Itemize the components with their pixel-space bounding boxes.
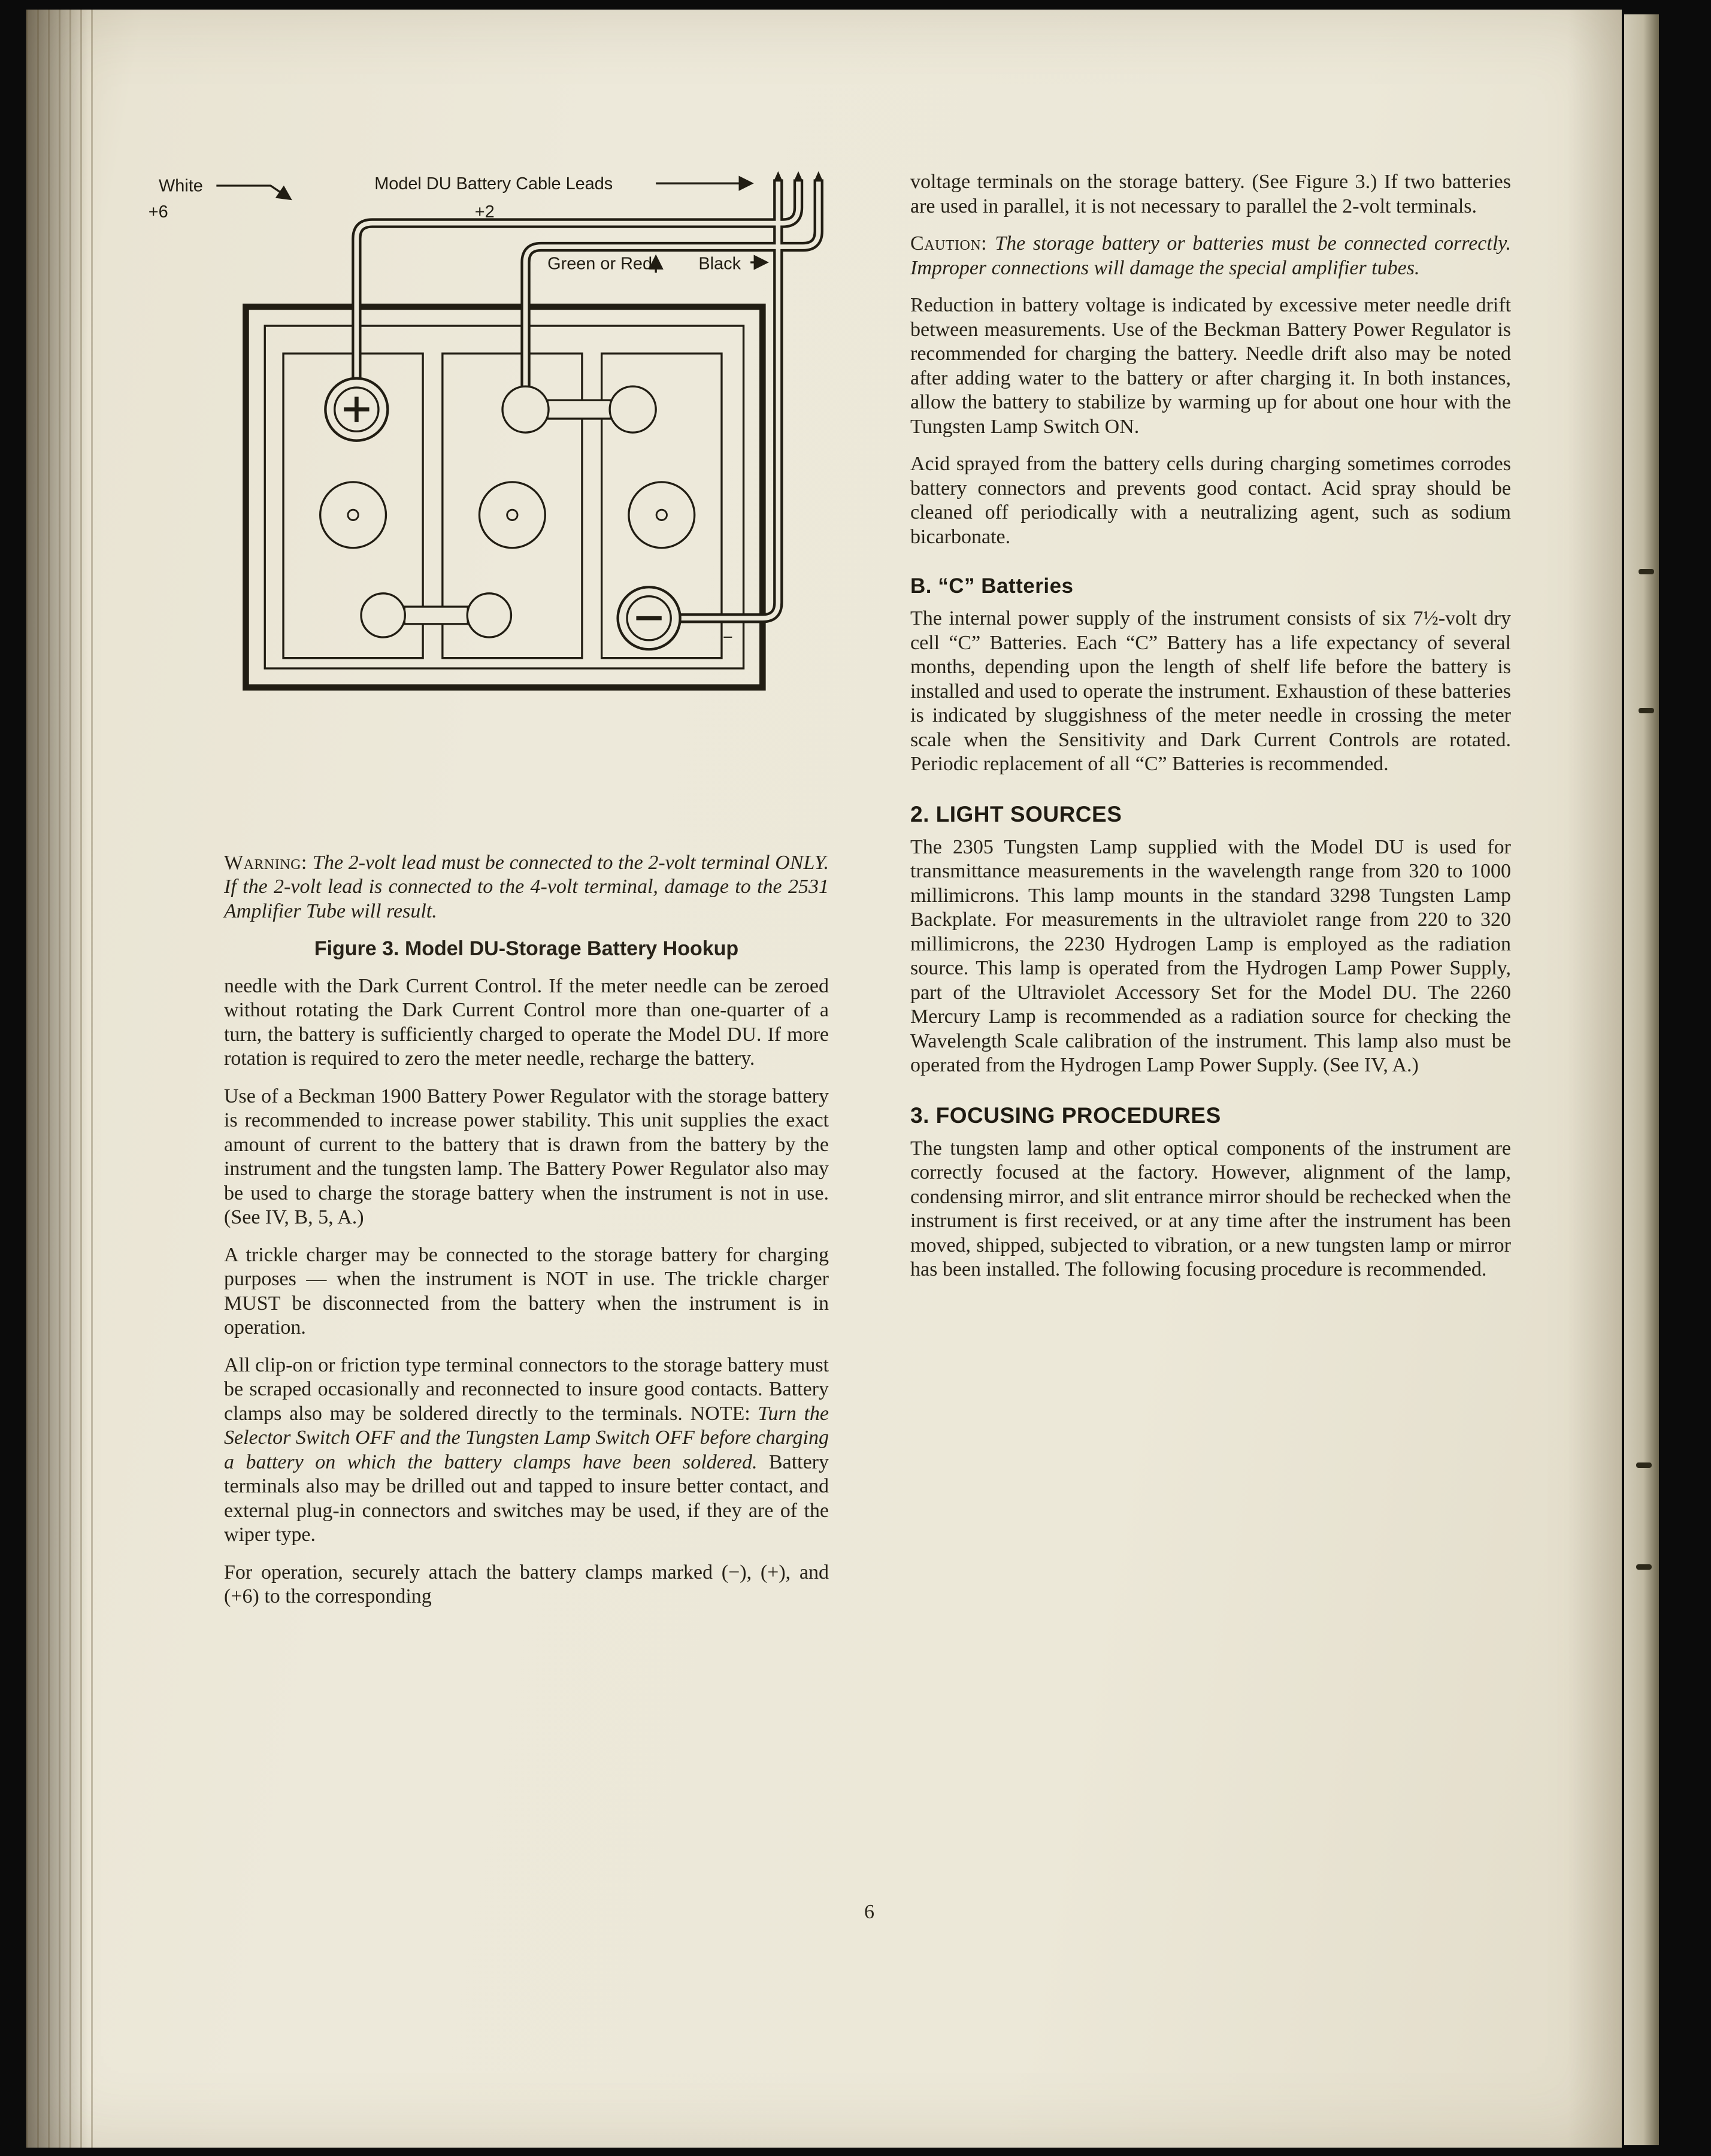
page-content [26, 10, 1622, 1622]
caution-label: Caution: [910, 232, 995, 255]
figure-label-minus-polarity: − [722, 628, 733, 647]
warning-paragraph [224, 851, 829, 924]
left-column [148, 170, 829, 1622]
figure-label-plus2: +2 [474, 202, 495, 222]
figure-label-black: Black [698, 254, 741, 274]
paragraph-acid-spray: Acid sprayed from the battery cells during charging sometimes corrodes battery connectors and prevents good contact. Acid spray should be cleaned off periodically with a neutralizing agent, such as sodium bicarbonate. [910, 453, 1511, 548]
battery-hookup-diagram [144, 170, 830, 724]
next-page-edge [1624, 14, 1659, 2145]
paragraph-voltage-reduction: Reduction in battery voltage is indicated by excessive meter needle drift between measurements. Use of the Beckman Battery Power Regulator is recommended for charging the battery. Needle drift also may be noted after adding water to the battery or after charging it. In both instances, allow the battery to stabilize by warming up for about one hour with the Tungsten Lamp Switch ON. [910, 294, 1511, 438]
note-label: NOTE: [690, 1402, 758, 1425]
note-text: Turn the Selector Switch OFF and the Tungsten Lamp Switch OFF before charging a battery on which the battery clamps have been soldered. [224, 1402, 829, 1473]
warning-label: Warning: [224, 851, 313, 874]
figure-label-cable-leads: Model DU Battery Cable Leads [374, 174, 613, 193]
figure-caption: Figure 3. Model DU-Storage Battery Hookup [314, 937, 739, 960]
figure-battery-hookup [144, 170, 830, 724]
paragraph-focusing-procedures: The tungsten lamp and other optical components of the instrument are correctly focused at the factory. However, alignment of the lamp, condensing mirror, and slit entrance mirror should be rechecked when the instrument is first received, or at any time after the instrument has been moved, shipped, subjected to vibration, or a new tungsten lamp or mirror has been installed. The following focusing procedure is recommended. [910, 1137, 1511, 1280]
paragraph-trickle-charger: A trickle charger may be connected to the storage battery for charging purposes — when the instrument is NOT in use. The trickle charger MUST be disconnected from the battery when the instrument is in operation. [224, 1243, 829, 1339]
bottom-link-bar [404, 607, 468, 624]
binding-stitch-mark [1639, 708, 1654, 713]
white-callout-arrow [216, 186, 290, 199]
scanned-manual-page [26, 10, 1622, 2148]
top-link-bar [547, 400, 611, 419]
binding-stitch-mark [1636, 1462, 1652, 1468]
right-column [910, 170, 1511, 1622]
battery-cables [356, 171, 823, 618]
paragraph-voltage-terminals: voltage terminals on the storage battery. (See Figure 3.) If two batteries are used in parallel, it is not necessary to parallel the 2-volt terminals. [910, 171, 1511, 217]
figure-label-white: White [159, 176, 203, 196]
paragraph-battery-regulator: Use of a Beckman 1900 Battery Power Regulator with the storage battery is recommended to increase power stability. This unit supplies the exact amount of current to the battery that is drawn from the battery by the instrument and the tungsten lamp. The Battery Power Regulator also may be used to charge the storage battery when the instrument is not in use. (See IV, B, 5, A.) [224, 1085, 829, 1228]
paragraph-terminal-connectors: All clip-on or friction type terminal connectors to the storage battery must be scraped occasionally and reconnected to insure good contacts. Battery clamps also may be soldered directly to the terminals. NOTE: Turn the Selector Switch OFF and the Tungsten Lamp Switch OFF before charging a battery on which the battery clamps have been soldered. Battery terminals also may be drilled out and tapped to insure better contact, and external plug-in connectors and switches may be used, if they are of the wiper type. [224, 1353, 829, 1546]
battery-terminals [320, 378, 695, 650]
paragraph-needle-zero: needle with the Dark Current Control. If the meter needle can be zeroed without rotating the Dark Current Control more than one-quarter of a turn, the battery is sufficiently charged to operate the Model DU. If more rotation is required to zero the meter needle, recharge the battery. [224, 974, 829, 1070]
warning-text: The 2-volt lead must be connected to the 2-volt terminal ONLY. If the 2-volt lead is connected to the 4-volt terminal, damage to the 2531 Amplifier Tube will result. [224, 851, 829, 922]
figure-label-plus6: +6 [148, 202, 168, 222]
caution-paragraph [910, 232, 1511, 280]
binding-stitch-mark [1636, 1564, 1652, 1570]
caution-text: The storage battery or batteries must be connected correctly. Improper connections will damage the special amplifier tubes. [910, 232, 1511, 279]
paragraph-c-batteries: The internal power supply of the instrument consists of six 7½-volt dry cell “C” Batteries. Each “C” Battery has a life expectancy of several months, depending upon the length of shelf life before the battery is installed and used to operate the instrument. Exhaustion of these batteries is indicated by sluggishness of the meter needle in crossing the meter scale when the Sensitivity and Dark Current Controls are rotated. Periodic replacement of all “C” Batteries is recommended. [910, 607, 1511, 775]
figure-label-green-red: Green or Red [547, 254, 653, 274]
section-heading-light-sources: 2. LIGHT SOURCES [910, 801, 1122, 826]
section-heading-c-batteries: B. “C” Batteries [910, 574, 1074, 598]
binding-stitch-mark [1639, 569, 1654, 574]
page-number: 6 [864, 1901, 874, 1923]
paragraph-attach-clamps: For operation, securely attach the battery clamps marked (−), (+), and (+6) to the corresponding [224, 1561, 829, 1607]
paragraph-light-sources: The 2305 Tungsten Lamp supplied with the Model DU is used for transmittance measurements in the wavelength range from 320 to 1000 millimicrons. This lamp mounts in the standard 3298 Tungsten Lamp Backplate. For measurements in the ultraviolet range from 220 to 320 millimicrons, the 2230 Hydrogen Lamp is employed as the radiation source. This lamp is operated from the Hydrogen Lamp Power Supply, part of the Ultraviolet Accessory Set for the Model DU. The 2260 Mercury Lamp is recommended as a radiation source for checking the Wavelength Scale calibration of the instrument. This lamp also must be operated from the Hydrogen Lamp Power Supply. (See IV, A.) [910, 835, 1511, 1076]
section-heading-focusing-procedures: 3. FOCUSING PROCEDURES [910, 1103, 1221, 1128]
